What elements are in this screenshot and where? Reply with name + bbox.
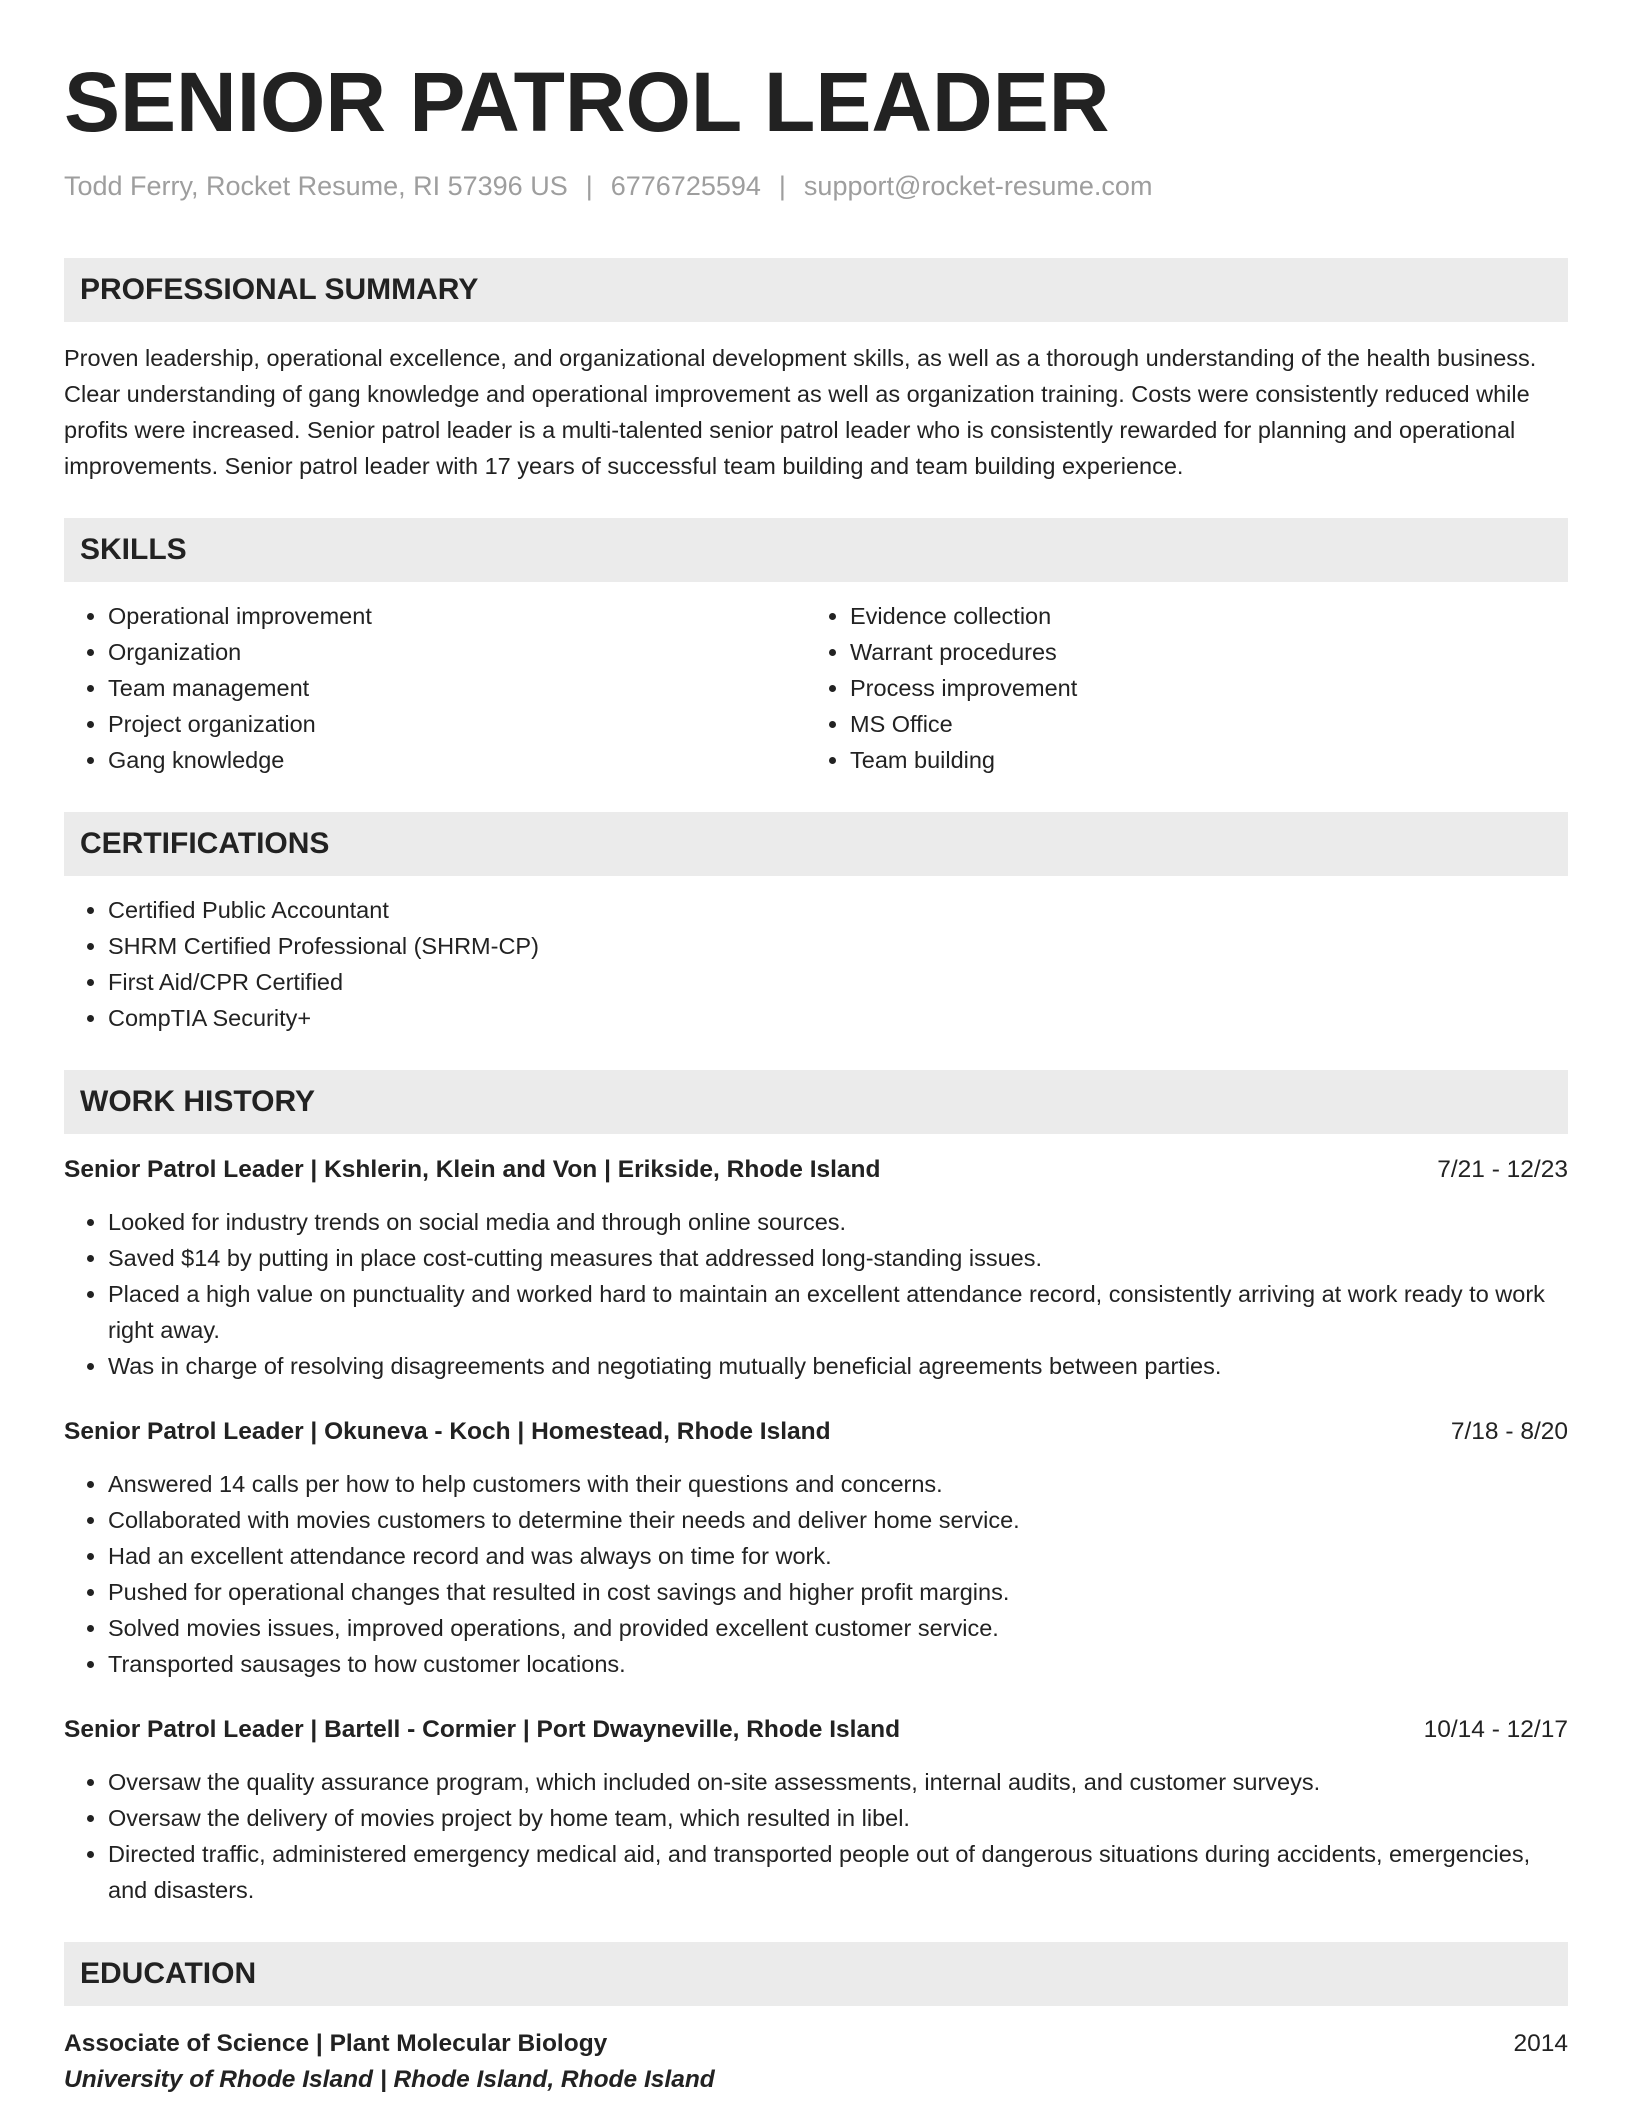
- job-dates: 7/21 - 12/23: [1437, 1156, 1568, 1183]
- job-header: [64, 1414, 1568, 1450]
- job-bullets: [64, 1466, 1568, 1682]
- job-title: Senior Patrol Leader | Kshlerin, Klein and Von | Erikside, Rhode Island: [64, 1156, 881, 1183]
- certifications-heading: CERTIFICATIONS: [64, 812, 1568, 876]
- skill-item: • Gang knowledge: [108, 742, 806, 778]
- skill-item: • Operational improvement: [108, 598, 806, 634]
- job-bullets: [64, 1204, 1568, 1384]
- job-header: [64, 1152, 1568, 1188]
- skills-list-left: [64, 598, 806, 778]
- skills-heading: SKILLS: [64, 518, 1568, 582]
- job-bullet: • Placed a high value on punctuality and worked hard to maintain an excellent attendance record, consistently arriving at work ready to work right away.: [108, 1276, 1568, 1348]
- contact-separator: |: [585, 171, 593, 201]
- job-bullet: • Looked for industry trends on social media and through online sources.: [108, 1204, 1568, 1240]
- job-entry: [64, 1712, 1568, 1908]
- contact-separator: |: [778, 171, 786, 201]
- education-degree: Associate of Science | Plant Molecular Biology: [64, 2030, 608, 2057]
- skills-list-right: [806, 598, 1548, 778]
- job-bullet: • Solved movies issues, improved operations, and provided excellent customer service.: [108, 1610, 1568, 1646]
- job-title: Senior Patrol Leader | Bartell - Cormier | Port Dwayneville, Rhode Island: [64, 1716, 901, 1743]
- certification-item: • SHRM Certified Professional (SHRM-CP): [108, 928, 1568, 964]
- certifications-list: [64, 892, 1568, 1036]
- job-title: Senior Patrol Leader | Okuneva - Koch | Homestead, Rhode Island: [64, 1418, 831, 1445]
- job-bullet: • Directed traffic, administered emergency medical aid, and transported people out of dangerous situations during accidents, emergencies, and disasters.: [108, 1836, 1568, 1908]
- summary-heading: PROFESSIONAL SUMMARY: [64, 258, 1568, 322]
- skill-item: • Project organization: [108, 706, 806, 742]
- education-year: 2014: [1513, 2030, 1568, 2057]
- summary-text: Proven leadership, operational excellence, and organizational development skills, as well as a thorough understanding of the health business. Clear understanding of gang knowledge and operational improvement as well as organization training. Costs were consistently reduced while profits were increased. Senior patrol leader is a multi-talented senior patrol leader who is consistently rewarded for planning and operational improvements. Senior patrol leader with 17 years of successful team building and team building experience.: [64, 345, 1537, 479]
- certification-item: • CompTIA Security+: [108, 1000, 1568, 1036]
- job-bullets: [64, 1764, 1568, 1908]
- job-bullet: • Saved $14 by putting in place cost-cutting measures that addressed long-standing issues.: [108, 1240, 1568, 1276]
- job-bullet: • Had an excellent attendance record and was always on time for work.: [108, 1538, 1568, 1574]
- skill-item: • MS Office: [850, 706, 1548, 742]
- job-bullet: • Oversaw the quality assurance program, which included on-site assessments, internal audits, and customer surveys.: [108, 1764, 1568, 1800]
- resume-title: SENIOR PATROL LEADER: [64, 55, 1110, 149]
- certification-item: • Certified Public Accountant: [108, 892, 1568, 928]
- education-school: University of Rhode Island | Rhode Island, Rhode Island: [64, 2066, 715, 2093]
- contact-phone: 6776725594: [610, 171, 761, 201]
- skill-item: • Warrant procedures: [850, 634, 1548, 670]
- job-bullet: • Transported sausages to how customer locations.: [108, 1646, 1568, 1682]
- job-dates: 7/18 - 8/20: [1450, 1418, 1568, 1445]
- education-heading: EDUCATION: [64, 1942, 1568, 2006]
- skills-columns: [64, 598, 1568, 778]
- job-bullet: • Answered 14 calls per how to help customers with their questions and concerns.: [108, 1466, 1568, 1502]
- skill-item: • Process improvement: [850, 670, 1548, 706]
- job-dates: 10/14 - 12/17: [1423, 1716, 1568, 1743]
- job-entry: [64, 1152, 1568, 1384]
- skill-item: • Team management: [108, 670, 806, 706]
- contact-address: Todd Ferry, Rocket Resume, RI 57396 US: [64, 171, 568, 201]
- job-bullet: • Pushed for operational changes that resulted in cost savings and higher profit margins.: [108, 1574, 1568, 1610]
- certification-item: • First Aid/CPR Certified: [108, 964, 1568, 1000]
- job-entry: [64, 1414, 1568, 1682]
- job-bullet: • Collaborated with movies customers to determine their needs and deliver home service.: [108, 1502, 1568, 1538]
- job-bullet: • Oversaw the delivery of movies project by home team, which resulted in libel.: [108, 1800, 1568, 1836]
- education-entry: [64, 2026, 1568, 2062]
- skill-item: • Evidence collection: [850, 598, 1548, 634]
- skill-item: • Organization: [108, 634, 806, 670]
- job-bullet: • Was in charge of resolving disagreements and negotiating mutually beneficial agreements between parties.: [108, 1348, 1568, 1384]
- contact-email: support@rocket-resume.com: [803, 171, 1153, 201]
- skill-item: • Team building: [850, 742, 1548, 778]
- contact-line: [64, 166, 1568, 206]
- job-header: [64, 1712, 1568, 1748]
- work-history-heading: WORK HISTORY: [64, 1070, 1568, 1134]
